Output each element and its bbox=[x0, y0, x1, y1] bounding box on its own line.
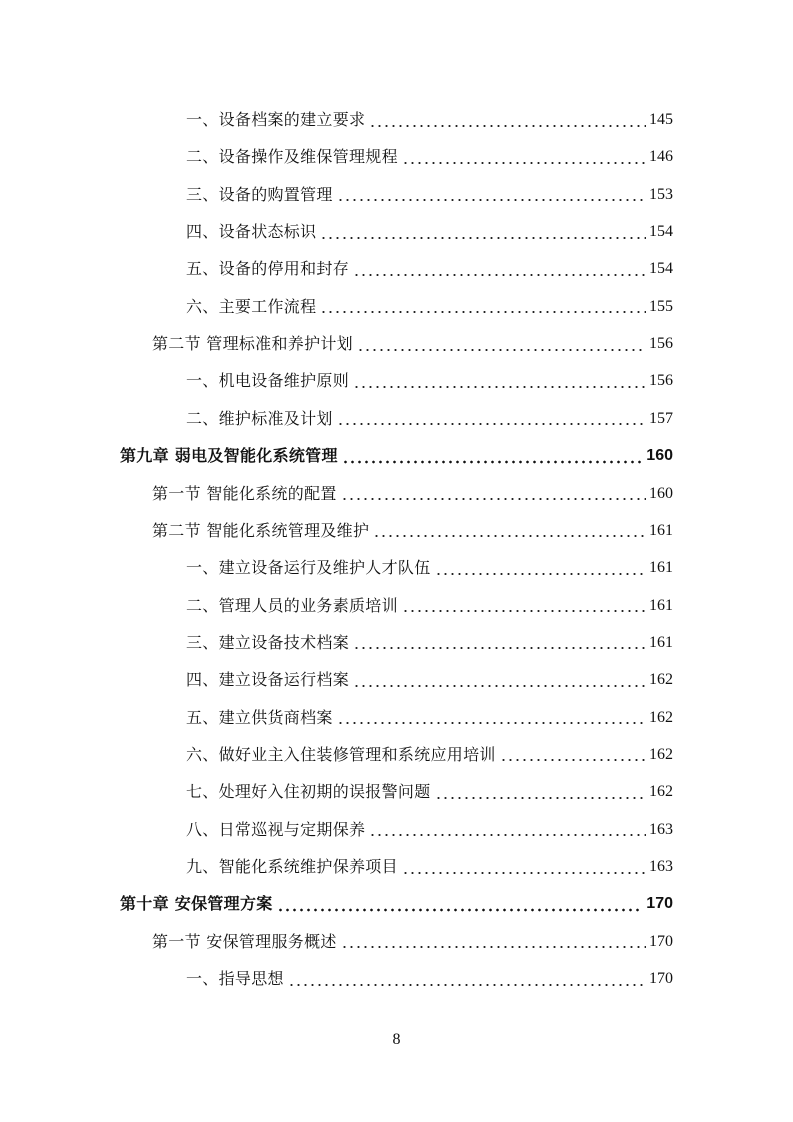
toc-chapter-entry bbox=[120, 885, 673, 922]
toc-subsection-entry bbox=[186, 587, 673, 624]
toc-entry-page-number: 170 bbox=[649, 970, 673, 988]
toc-entry-title: 一、机电设备维护原则 bbox=[186, 371, 350, 391]
toc-entry-title: 七、处理好入住初期的误报警问题 bbox=[186, 782, 431, 802]
dot-leader bbox=[320, 224, 646, 240]
toc-entry-title: 四、建立设备运行档案 bbox=[186, 670, 350, 690]
dot-leader bbox=[337, 709, 646, 725]
toc-entry-title: 第一节 智能化系统的配置 bbox=[152, 483, 337, 503]
toc-entry-page-number: 156 bbox=[649, 372, 673, 390]
toc-entry-page-number: 153 bbox=[649, 185, 673, 203]
toc-entry-page-number: 162 bbox=[649, 745, 673, 763]
toc-entry-page-number: 146 bbox=[649, 148, 673, 166]
toc-entry-title: 六、主要工作流程 bbox=[186, 296, 317, 316]
toc-entry-page-number: 162 bbox=[649, 783, 673, 801]
toc-subsection-entry bbox=[186, 400, 673, 437]
toc-section-entry bbox=[152, 475, 673, 512]
dot-leader bbox=[402, 597, 646, 613]
toc-entry-page-number: 160 bbox=[649, 484, 673, 502]
toc-entry-title: 三、设备的购置管理 bbox=[186, 184, 333, 204]
toc-entry-title: 八、日常巡视与定期保养 bbox=[186, 819, 366, 839]
toc-entry-title: 第一节 安保管理服务概述 bbox=[152, 931, 337, 951]
dot-leader bbox=[341, 485, 646, 501]
dot-leader bbox=[357, 336, 646, 352]
toc-entry-page-number: 155 bbox=[649, 297, 673, 315]
toc-chapter-entry bbox=[120, 437, 673, 474]
dot-leader bbox=[353, 373, 646, 389]
dot-leader bbox=[342, 448, 644, 464]
toc-entry-page-number: 157 bbox=[649, 409, 673, 427]
dot-leader bbox=[337, 186, 646, 202]
toc-subsection-entry bbox=[186, 773, 673, 810]
toc-subsection-entry bbox=[186, 250, 673, 287]
toc-subsection-entry bbox=[186, 549, 673, 586]
toc-entry-page-number: 160 bbox=[646, 447, 673, 465]
toc-entry-page-number: 162 bbox=[649, 671, 673, 689]
dot-leader bbox=[369, 821, 646, 837]
toc-entry-title: 第二节 智能化系统管理及维护 bbox=[152, 520, 370, 540]
toc-entry-page-number: 156 bbox=[649, 335, 673, 353]
toc-section-entry bbox=[152, 923, 673, 960]
toc-entry-title: 四、设备状态标识 bbox=[186, 222, 317, 242]
toc-entry-title: 三、建立设备技术档案 bbox=[186, 632, 350, 652]
dot-leader bbox=[435, 784, 646, 800]
toc-entry-title: 第二节 管理标准和养护计划 bbox=[152, 334, 353, 354]
toc-entry-page-number: 163 bbox=[649, 858, 673, 875]
toc-entry-title: 第九章 弱电及智能化系统管理 bbox=[120, 446, 338, 466]
toc-entry-title: 六、做好业主入住装修管理和系统应用培训 bbox=[186, 744, 496, 764]
toc-entry-title: 一、指导思想 bbox=[186, 969, 284, 989]
dot-leader bbox=[353, 672, 646, 688]
toc-subsection-entry bbox=[186, 101, 673, 138]
toc-entry-title: 二、管理人员的业务素质培训 bbox=[186, 595, 398, 615]
toc-entry-page-number: 154 bbox=[649, 260, 673, 278]
toc-subsection-entry bbox=[186, 699, 673, 736]
toc-entry-title: 五、建立供货商档案 bbox=[186, 707, 333, 727]
toc-entry-page-number: 163 bbox=[649, 820, 673, 838]
dot-leader bbox=[402, 149, 646, 165]
dot-leader bbox=[435, 560, 646, 576]
toc-entry-title: 一、建立设备运行及维护人才队伍 bbox=[186, 558, 431, 578]
toc-subsection-entry bbox=[186, 811, 673, 848]
dot-leader bbox=[320, 298, 646, 314]
toc-entry-title: 九、智能化系统维护保养项目 bbox=[186, 857, 398, 876]
toc-entry-page-number: 161 bbox=[649, 633, 673, 651]
toc-entry-page-number: 145 bbox=[649, 111, 673, 128]
dot-leader bbox=[500, 746, 646, 762]
toc-subsection-entry bbox=[186, 736, 673, 773]
toc-entry-page-number: 161 bbox=[649, 559, 673, 577]
dot-leader bbox=[341, 933, 646, 949]
toc-entry-page-number: 161 bbox=[649, 521, 673, 539]
dot-leader bbox=[369, 112, 646, 128]
toc-entry-page-number: 162 bbox=[649, 708, 673, 726]
toc-entry-page-number: 170 bbox=[649, 932, 673, 950]
toc-section-entry bbox=[152, 512, 673, 549]
toc-subsection-entry bbox=[186, 288, 673, 325]
toc-subsection-entry bbox=[186, 960, 673, 997]
dot-leader bbox=[337, 410, 646, 426]
dot-leader bbox=[277, 896, 644, 912]
toc-entry-page-number: 154 bbox=[649, 223, 673, 241]
dot-leader bbox=[353, 261, 646, 277]
toc-subsection-entry bbox=[186, 176, 673, 213]
toc-entry-title: 第十章 安保管理方案 bbox=[120, 894, 273, 914]
toc-section-entry bbox=[152, 325, 673, 362]
toc-subsection-entry bbox=[186, 848, 673, 885]
toc-entry-page-number: 161 bbox=[649, 596, 673, 614]
dot-leader bbox=[373, 522, 646, 538]
dot-leader bbox=[402, 859, 646, 875]
toc-entry-title: 五、设备的停用和封存 bbox=[186, 259, 350, 279]
toc-entry-title: 二、维护标准及计划 bbox=[186, 408, 333, 428]
toc-subsection-entry bbox=[186, 138, 673, 175]
toc-subsection-entry bbox=[186, 661, 673, 698]
toc-subsection-entry bbox=[186, 362, 673, 399]
toc-entry-title: 一、设备档案的建立要求 bbox=[186, 110, 366, 129]
dot-leader bbox=[288, 971, 646, 987]
toc-subsection-entry bbox=[186, 213, 673, 250]
toc-entry-title: 二、设备操作及维保管理规程 bbox=[186, 147, 398, 167]
table-of-contents bbox=[0, 101, 793, 1001]
toc-subsection-entry bbox=[186, 624, 673, 661]
dot-leader bbox=[353, 634, 646, 650]
page-number: 8 bbox=[392, 1031, 401, 1048]
toc-entry-page-number: 170 bbox=[646, 895, 673, 913]
